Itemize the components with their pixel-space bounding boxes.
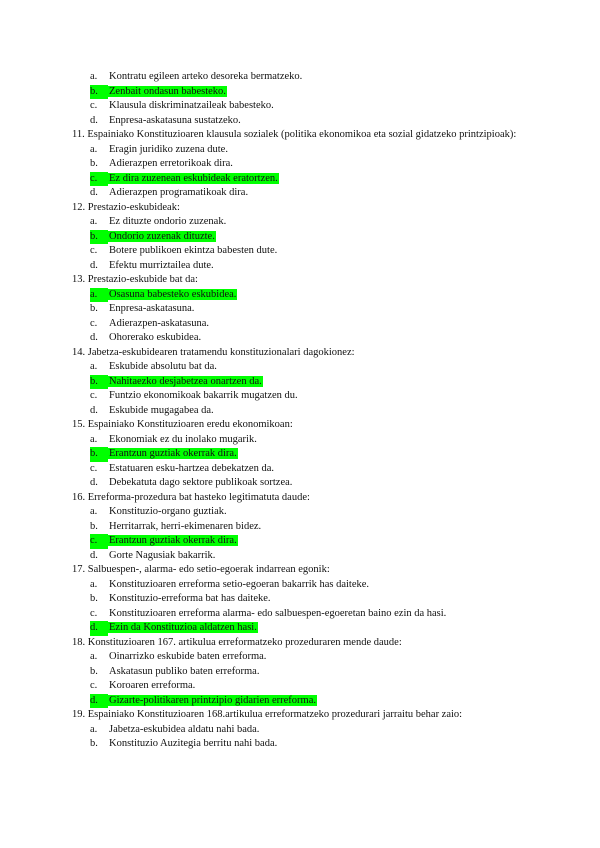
answer-option [72, 99, 532, 114]
option-letter: a. [90, 433, 98, 445]
option-letter: d. [90, 187, 98, 198]
option-text: Ezin da Konstituzioa aldatzen hasi. [109, 622, 257, 633]
option-letter: d. [90, 549, 98, 561]
answer-option [72, 389, 532, 404]
option-letter: c. [90, 317, 98, 329]
answer-option [72, 723, 532, 738]
option-text: Erantzun guztiak okerrak dira. [109, 448, 237, 459]
option-text: Adierazpen-askatasuna. [109, 317, 209, 329]
option-text: Eskubide absolutu bat da. [109, 361, 217, 372]
option-letter: a. [90, 361, 98, 372]
option-text: Konstituzio Auzitegia berritu nahi bada. [109, 738, 278, 749]
question-text: 14. Jabetza-eskubidearen tratamendu konstituzionalari dagokionez: [72, 346, 355, 358]
option-text: Gizarte-politikaren printzipio gidarien erreforma. [109, 694, 316, 706]
question-text: 12. Prestazio-eskubideak: [72, 201, 180, 213]
option-letter: b. [90, 520, 98, 532]
answer-option [72, 505, 532, 520]
option-letter: a. [90, 216, 98, 227]
answer-option-highlighted [72, 534, 532, 549]
option-letter: d. [90, 477, 98, 488]
answer-option [72, 186, 532, 201]
option-letter: c. [90, 172, 108, 187]
answer-option [72, 520, 532, 535]
option-text: Osasuna babesteko eskubidea. [109, 288, 237, 300]
option-text: Adierazpen erretorikoak dira. [109, 158, 233, 169]
answer-option [72, 143, 532, 158]
option-text: Erantzun guztiak okerrak dira. [109, 535, 237, 546]
option-letter: d. [90, 332, 98, 343]
answer-option [72, 244, 532, 259]
answer-option-highlighted [72, 447, 532, 462]
answer-option [72, 317, 532, 332]
option-letter: c. [90, 534, 108, 549]
option-letter: b. [90, 375, 108, 390]
option-text: Enpresa-askatasuna. [109, 303, 195, 314]
option-letter: c. [90, 680, 98, 691]
option-text: Estatuaren esku-hartzea debekatzen da. [109, 462, 274, 474]
option-letter: a. [90, 71, 98, 82]
answer-option [72, 70, 532, 85]
option-letter: a. [90, 143, 98, 155]
answer-option [72, 215, 532, 230]
answer-option [72, 114, 532, 129]
option-text: Koroaren erreforma. [109, 680, 196, 691]
answer-option [72, 331, 532, 346]
answer-option [72, 650, 532, 665]
question-text: 19. Espainiako Konstituzioaren 168.artikulua erreformatzeko prozedurari jarraitu behar zaio: [72, 709, 463, 720]
option-letter: a. [90, 578, 98, 590]
option-letter: c. [90, 100, 98, 111]
answer-option [72, 433, 532, 448]
answer-option [72, 157, 532, 172]
option-text: Ohorerako eskubidea. [109, 332, 202, 343]
question-text: 17. Salbuespen-, alarma- edo setio-egoerak indarrean egonik: [72, 564, 330, 575]
option-letter: d. [90, 694, 108, 709]
question-text: 16. Erreforma-prozedura bat hasteko legitimatuta daude: [72, 491, 310, 503]
option-text: Enpresa-askatasuna sustatzeko. [109, 114, 241, 126]
option-text: Gorte Nagusiak bakarrik. [109, 549, 216, 561]
option-text: Adierazpen programatikoak dira. [109, 187, 249, 198]
option-letter: b. [90, 303, 98, 314]
answer-option [72, 404, 532, 419]
option-text: Konstituzio-erreforma bat has daiteke. [109, 593, 271, 604]
answer-option [72, 462, 532, 477]
answer-option [72, 592, 532, 607]
option-letter: d. [90, 621, 108, 636]
answer-option-highlighted [72, 230, 532, 245]
option-text: Klausula diskriminatzaileak babesteko. [109, 100, 274, 111]
option-letter: c. [90, 390, 98, 401]
option-letter: c. [90, 607, 98, 619]
option-letter: a. [90, 288, 108, 303]
option-text: Askatasun publiko baten erreforma. [109, 665, 260, 677]
answer-option [72, 549, 532, 564]
option-text: Ez dira zuzenean eskubideak eratortzen. [109, 172, 278, 184]
option-text: Ondorio zuzenak dituzte. [109, 230, 215, 242]
question-text: 13. Prestazio-eskubide bat da: [72, 274, 198, 285]
option-text: Debekatuta dago sektore publikoak sortzea. [109, 477, 293, 488]
option-text: Zenbait ondasun babesteko. [109, 85, 226, 97]
option-letter: b. [90, 738, 98, 749]
option-letter: a. [90, 506, 98, 517]
option-letter: a. [90, 651, 98, 662]
option-text: Oinarrizko eskubide baten erreforma. [109, 651, 267, 662]
answer-option [72, 259, 532, 274]
answer-option [72, 360, 532, 375]
option-letter: d. [90, 404, 98, 416]
option-text: Eragin juridiko zuzena dute. [109, 143, 228, 155]
option-text: Nahitaezko desjabetzea onartzen da. [109, 375, 262, 387]
answer-option [72, 578, 532, 593]
answer-option [72, 665, 532, 680]
answer-option [72, 302, 532, 317]
option-text: Botere publikoen ekintza babesten dute. [109, 245, 278, 256]
option-letter: b. [90, 665, 98, 677]
question-list [72, 70, 532, 752]
option-text: Konstituzioaren erreforma setio-egoeran bakarrik has daiteke. [109, 578, 370, 590]
answer-option-highlighted [72, 694, 532, 709]
answer-option-highlighted [72, 375, 532, 390]
option-letter: b. [90, 85, 108, 100]
option-letter: c. [90, 245, 98, 256]
option-text: Kontratu egileen arteko desoreka bermatzeko. [109, 71, 303, 82]
option-letter: b. [90, 593, 98, 604]
option-letter: b. [90, 230, 108, 245]
answer-option-highlighted [72, 288, 532, 303]
option-text: Konstituzio-organo guztiak. [109, 506, 227, 517]
question-text: 15. Espainiako Konstituzioaren eredu ekonomikoan: [72, 419, 293, 430]
option-text: Herritarrak, herri-ekimenaren bidez. [109, 520, 262, 532]
option-letter: a. [90, 723, 98, 735]
answer-option-highlighted [72, 85, 532, 100]
answer-option-highlighted [72, 621, 532, 636]
option-text: Jabetza-eskubidea aldatu nahi bada. [109, 723, 260, 735]
option-text: Funtzio ekonomikoak bakarrik mugatzen du. [109, 390, 298, 401]
answer-option [72, 737, 532, 752]
option-text: Konstituzioaren erreforma alarma- edo salbuespen-egoeretan baino ezin da hasi. [109, 607, 447, 619]
answer-option-highlighted [72, 172, 532, 187]
option-text: Ez dituzte ondorio zuzenak. [109, 216, 227, 227]
option-text: Efektu murriztailea dute. [109, 259, 214, 271]
question-text: 11. Espainiako Konstituzioaren klausula sozialek (politika ekonomikoa eta sozial gidatzeko printzipioak): [72, 129, 517, 140]
option-letter: d. [90, 114, 98, 126]
option-letter: d. [90, 259, 98, 271]
question-text: 18. Konstituzioaren 167. artikulua erreformatzeko prozeduraren mende daude: [72, 636, 402, 648]
answer-option [72, 607, 532, 622]
option-letter: c. [90, 462, 98, 474]
answer-option [72, 476, 532, 491]
answer-option [72, 679, 532, 694]
option-text: Eskubide mugagabea da. [109, 404, 214, 416]
option-letter: b. [90, 447, 108, 462]
option-letter: b. [90, 158, 98, 169]
option-text: Ekonomiak ez du inolako mugarik. [109, 433, 257, 445]
